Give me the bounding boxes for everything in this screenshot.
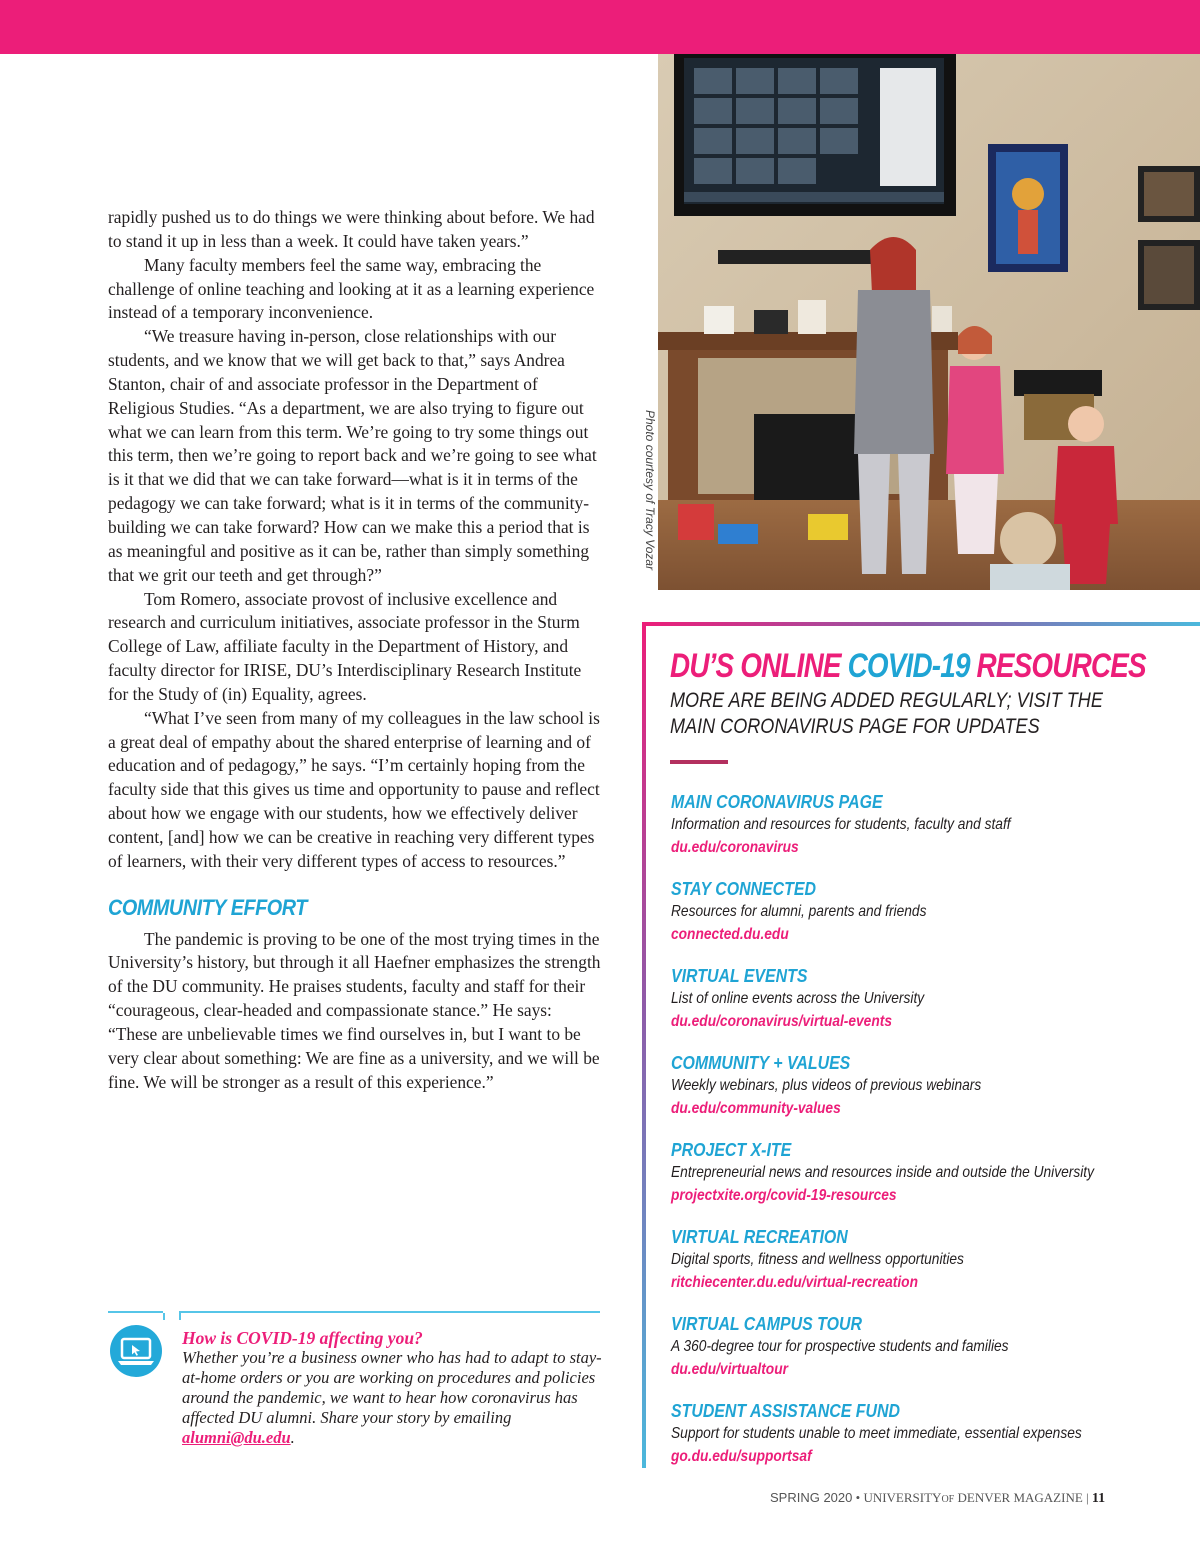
paragraph: The pandemic is proving to be one of the most trying times in the University’s history, but through it all Haefner emphasizes the strength of the DU community. He praises students, faculty and staff for their “courageous, clear-headed and compassionate stance.” He says: “These are unbelievable times we find ourselves in, but I want to be very clear about something: We are fine as a university, and we will be fine. We will be stronger as a result of this experience.”	[108, 928, 601, 1092]
resource-item	[671, 790, 1118, 877]
paragraph: “What I’ve seen from many of my colleagues in the law school is a great deal of empathy about the shared enterprise of learning and of education and of pedagogy,” he says. “I’m certainly hoping from the faculty side that this gives us time and opportunity to pause and reflect about how we engage with our students, how we effectively deliver content, [and] how we can be creative in reaching very different types of learners, with their very different types of access to resources.”	[108, 707, 600, 871]
callout-divider	[108, 1311, 600, 1313]
resource-item	[671, 1399, 1118, 1486]
resource-desc: Resources for alumni, parents and friends	[671, 903, 927, 920]
callout-end: .	[290, 1428, 295, 1447]
resource-desc: A 360-degree tour for prospective students and families	[671, 1338, 1009, 1355]
resource-heading: PROJECT X-ITE	[671, 1139, 792, 1160]
callout-question: How is COVID-19 affecting you?	[182, 1328, 423, 1348]
magazine-name-a: UNIVERSITY	[863, 1490, 942, 1505]
resource-desc: Information and resources for students, faculty and staff	[671, 816, 1011, 833]
resource-item	[671, 1225, 1118, 1312]
footer-separator: •	[852, 1490, 864, 1505]
footer-bar: |	[1082, 1490, 1092, 1505]
resource-heading: MAIN CORONAVIRUS PAGE	[671, 791, 883, 812]
resource-item	[671, 1312, 1118, 1399]
magazine-name-of: OF	[941, 1494, 955, 1505]
laptop-icon	[110, 1325, 162, 1377]
resource-link[interactable]: ritchiecenter.du.edu/virtual-recreation	[671, 1274, 918, 1291]
page-number: 11	[1091, 1491, 1106, 1506]
paragraph: “We treasure having in-person, close relationships with our students, and we know that we will get back to that,” says Andrea Stanton, chair of and associate professor in the Department of Religious Studies. “As a department, we are also trying to figure out what we can learn from this term. We’re going to try some things out this term, then we’re going to report back and we’re going to see what is it that we did that we can take forward—what is it in terms of the pedagogy we can take forward; what is it in terms of the community-building we can take forward? How can we make this a period that is as meaningful and positive as it can be, rather than simply something that we grit our teeth and get through?”	[108, 326, 597, 585]
resource-heading: VIRTUAL RECREATION	[671, 1226, 848, 1247]
callout-body: Whether you’re a business owner who has had to adapt to stay-at-home orders or you are working on procedures and policies around the pandemic, we want to hear how coronavirus has affected DU alumni. Share your story by emailing	[182, 1348, 602, 1427]
panel-top-border	[642, 622, 1200, 626]
resource-list	[671, 790, 1191, 1486]
email-link[interactable]: alumni@du.edu	[182, 1428, 291, 1447]
resource-link[interactable]: connected.du.edu	[671, 926, 789, 943]
callout-text	[182, 1328, 612, 1448]
section-subhead: COMMUNITY EFFORT	[108, 894, 307, 920]
resource-heading: STUDENT ASSISTANCE FUND	[671, 1400, 900, 1421]
top-banner	[0, 0, 1200, 54]
paragraph: Many faculty members feel the same way, embracing the challenge of online teaching and looking at it as a learning experience instead of a temporary inconvenience.	[108, 254, 595, 323]
photo-credit: Photo courtesy of Tracy Vozar	[643, 410, 657, 571]
resource-link[interactable]: projectxite.org/covid-19-resources	[671, 1187, 897, 1204]
resource-item	[671, 877, 1118, 964]
panel-subtitle-line: MORE ARE BEING ADDED REGULARLY; VISIT THE	[670, 689, 1103, 712]
paragraph: Tom Romero, associate provost of inclusive excellence and research and curriculum initiatives, associate professor in the Sturm College of Law, affiliate faculty in the Department of History, and faculty director for IRISE, DU’s Interdisciplinary Research Institute for the Study of (in) Equality, agrees.	[108, 588, 582, 704]
family-photo	[658, 54, 1200, 590]
resource-item	[671, 964, 1118, 1051]
panel-subtitle	[670, 688, 1117, 740]
paragraph: rapidly pushed us to do things we were thinking about before. We had to stand it up in less than a week. It could have taken years.”	[108, 207, 595, 251]
resource-desc: Weekly webinars, plus videos of previous webinars	[671, 1077, 982, 1094]
resource-heading: VIRTUAL CAMPUS TOUR	[671, 1313, 862, 1334]
issue-season: SPRING 2020	[770, 1490, 853, 1505]
resource-heading: VIRTUAL EVENTS	[671, 965, 808, 986]
resource-desc: Support for students unable to meet immediate, essential expenses	[671, 1425, 1082, 1442]
resource-link[interactable]: du.edu/coronavirus/virtual-events	[671, 1013, 892, 1030]
page-footer	[770, 1489, 1120, 1509]
magazine-name-b: DENVER MAGAZINE	[954, 1490, 1083, 1505]
resource-desc: Digital sports, fitness and wellness opportunities	[671, 1251, 964, 1268]
article-body	[108, 206, 602, 1095]
resource-link[interactable]: du.edu/virtualtour	[671, 1361, 788, 1378]
panel-title: DU’S ONLINE COVID-19 RESOURCES	[670, 647, 1146, 685]
panel-subtitle-line: MAIN CORONAVIRUS PAGE FOR UPDATES	[670, 715, 1040, 738]
callout-notch-mask	[163, 1309, 179, 1313]
resource-link[interactable]: du.edu/community-values	[671, 1100, 841, 1117]
panel-accent-bar	[670, 760, 728, 764]
panel-left-border	[642, 622, 646, 1468]
resource-item	[671, 1051, 1118, 1138]
resource-heading: STAY CONNECTED	[671, 878, 816, 899]
resource-heading: COMMUNITY + VALUES	[671, 1052, 851, 1073]
resource-desc: Entrepreneurial news and resources inside and outside the University	[671, 1164, 1094, 1181]
resource-link[interactable]: du.edu/coronavirus	[671, 839, 799, 856]
resource-desc: List of online events across the University	[671, 990, 925, 1007]
resource-item	[671, 1138, 1118, 1225]
resource-link[interactable]: go.du.edu/supportsaf	[671, 1448, 812, 1465]
